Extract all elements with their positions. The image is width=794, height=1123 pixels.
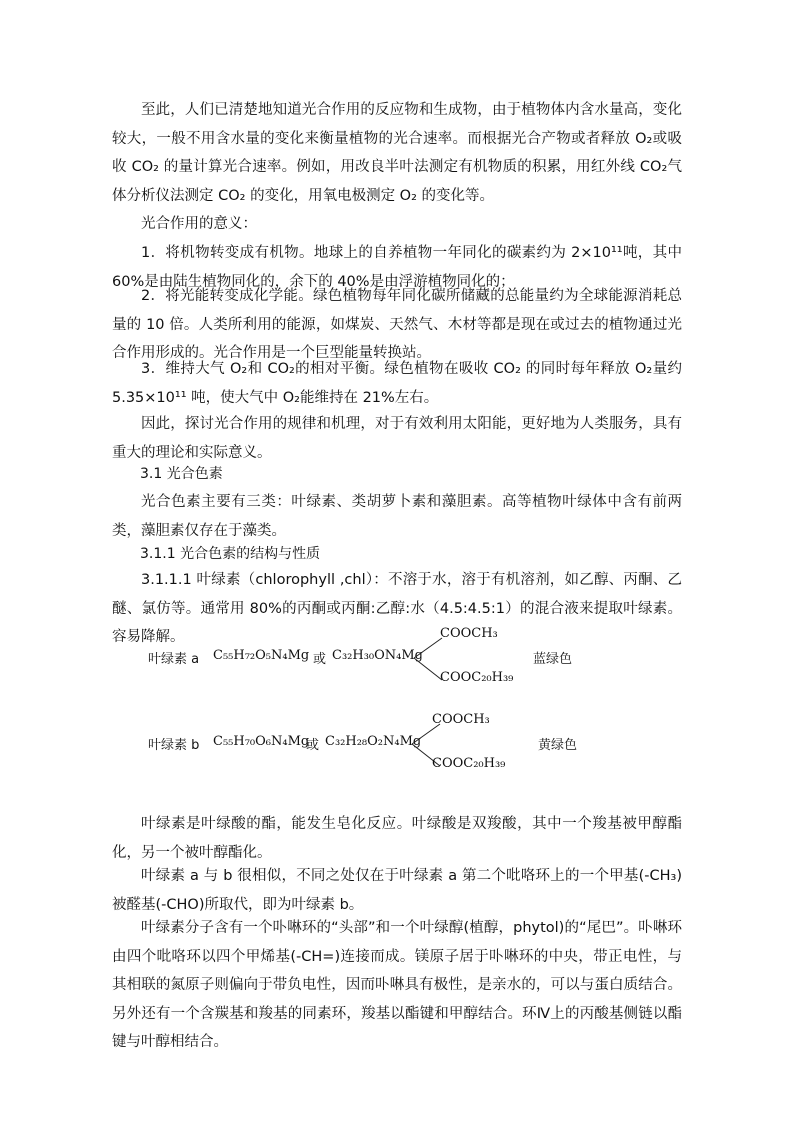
paragraph-chlorophyll: 3.1.1.1 叶绿素（chlorophyll ,chl）：不溶于水，溶于有机溶剂，如乙醇、丙酮、乙醚、氯仿等。通常用 80%的丙酮或丙酮:乙醇:水（4.5:4.5:1）的混合液来提取叶绿素。容易降解。 <box>112 572 682 645</box>
paragraph-chlorophyll-ester: 叶绿素是叶绿酸的酯，能发生皂化反应。叶绿酸是双羧酸，其中一个羧基被甲醇酯化，另一个被叶醇酯化。 <box>112 816 682 861</box>
paragraph-point-1: 1．将机物转变成有机物。地球上的自养植物一年同化的碳素约为 2×10¹¹吨，其中 60%是由陆生植物同化的，余下的 40%是由浮游植物同化的； <box>112 245 682 290</box>
formula-a-structural: C₃₂H₃₀ON₄Mg <box>332 648 424 663</box>
formula-b-label: 叶绿素 b <box>148 738 200 753</box>
section-heading-3-1-1: 3.1.1 光合色素的结构与性质 <box>140 546 321 562</box>
paragraph-significance-heading: 光合作用的意义： <box>141 216 257 232</box>
formula-a-or: 或 <box>313 652 327 667</box>
formula-a-color: 蓝绿色 <box>533 652 573 667</box>
formula-a-label: 叶绿素 a <box>148 652 200 667</box>
paragraph-conclusion: 因此，探讨光合作用的规律和机理，对于有效利用太阳能，更好地为人类服务，具有重大的理论和实际意义。 <box>112 416 682 461</box>
formula-b-molecular: C₅₅H₇₀O₆N₄Mg <box>213 734 310 749</box>
paragraph-structure: 叶绿素分子含有一个卟啉环的“头部”和一个叶绿醇(植醇，phytol)的“尾巴”。卟啉环由四个吡咯环以四个甲烯基(-CH=)连接而成。镁原子居于卟啉环的中央，带正电性，与其相联的氮原子则偏向于带负电性，因而卟啉具有极性，是亲水的，可以与蛋白质结合。另外还有一个含羰基和羧基的同素环，羧基以酯键和甲醇结合。环Ⅳ上的丙酸基侧链以酯键与叶醇相结合。 <box>112 920 682 1050</box>
paragraph-pigments: 光合色素主要有三类：叶绿素、类胡萝卜素和藻胆素。高等植物叶绿体中含有前两类，藻胆素仅存在于藻类。 <box>112 494 682 539</box>
section-heading-3-1: 3.1 光合色素 <box>140 466 223 482</box>
formula-a-bottom-group: COOC₂₀H₃₉ <box>440 670 514 685</box>
paragraph-a-vs-b: 叶绿素 a 与 b 很相似，不同之处仅在于叶绿素 a 第二个吡咯环上的一个甲基(-CH₃)被醛基(-CHO)所取代，即为叶绿素 b。 <box>112 868 682 913</box>
paragraph-point-2: 2．将光能转变成化学能。绿色植物每年同化碳所储藏的总能量约为全球能源消耗总量的 10 倍。人类所利用的能源，如煤炭、天然气、木材等都是现在或过去的植物通过光合作用形成的。光合作用是一个巨型能量转换站。 <box>112 288 682 361</box>
formula-b-color: 黄绿色 <box>538 738 578 753</box>
formula-b-or: 或 <box>306 738 320 753</box>
formula-a-molecular: C₅₅H₇₂O₅N₄Mg <box>213 648 310 663</box>
paragraph-photosynthesis-rate: 至此，人们已清楚地知道光合作用的反应物和生成物，由于植物体内含水量高，变化较大，一般不用含水量的变化来衡量植物的光合速率。而根据光合产物或者释放 O₂或吸收 CO₂ 的量计算光合速率。例如，用改良半叶法测定有机物质的积累，用红外线 CO₂气体分析仪法测定 CO₂ 的变化，用氧电极测定 O₂ 的变化等。 <box>112 102 682 204</box>
formula-b-bottom-group: COOC₂₀H₃₉ <box>432 756 506 771</box>
formula-b-top-group: COOCH₃ <box>432 712 490 727</box>
formula-a-top-group: COOCH₃ <box>440 626 498 641</box>
paragraph-point-3: 3．维持大气 O₂和 CO₂的相对平衡。绿色植物在吸收 CO₂ 的同时每年释放 O₂量约 5.35×10¹¹ 吨，使大气中 O₂能维持在 21%左右。 <box>112 361 682 406</box>
formula-b-structural: C₃₂H₂₈O₂N₄Mg <box>325 734 422 749</box>
